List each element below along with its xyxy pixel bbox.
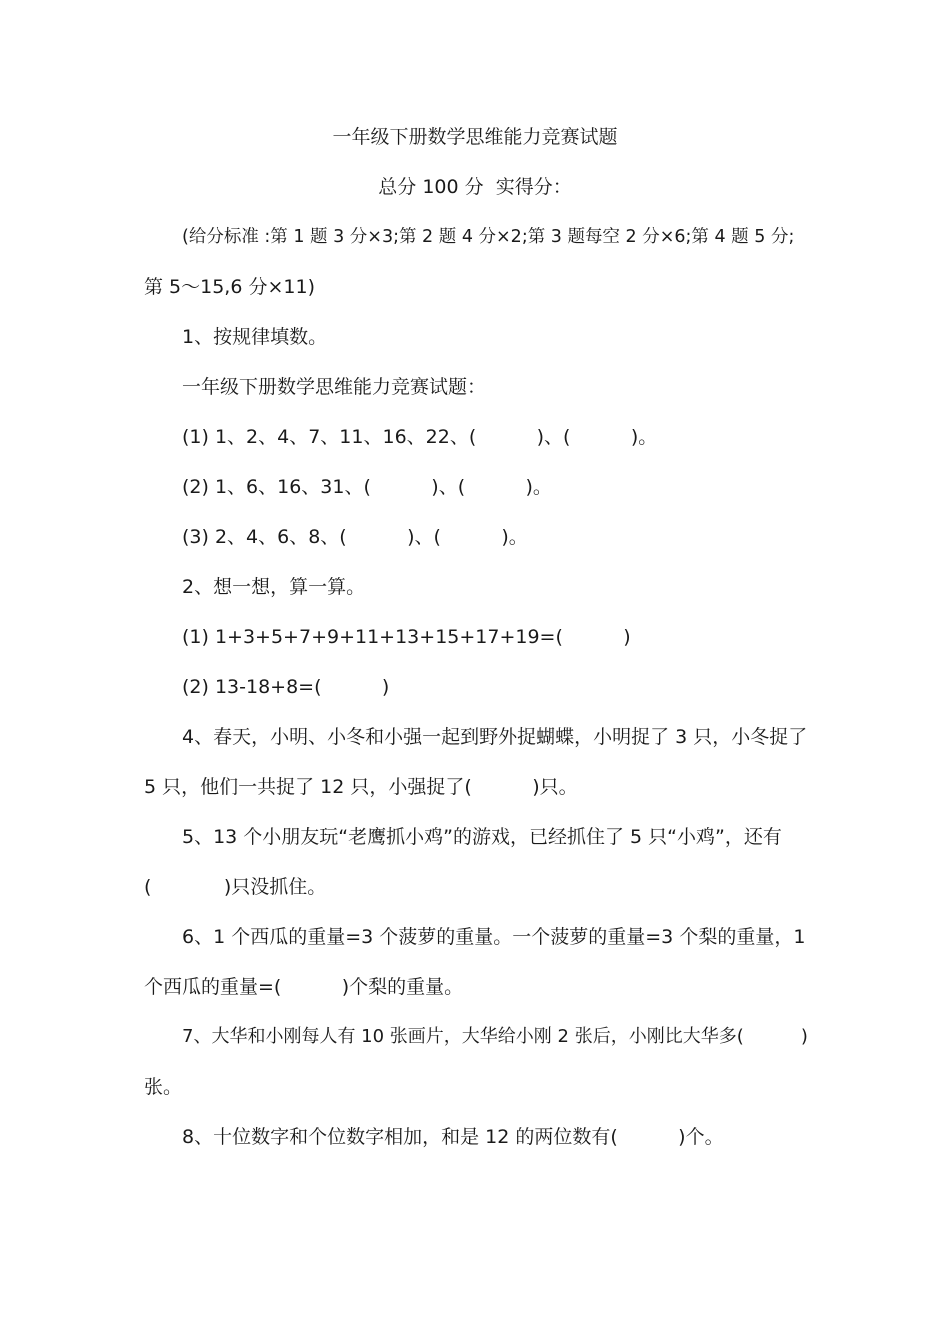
score-line: 总分 100 分 实得分： [378, 176, 572, 198]
question-4-line-1: 4、春天，小明、小冬和小强一起到野外捉蝴蝶，小明捉了 3 只，小冬捉了 [182, 726, 808, 748]
question-6-line-1: 6、1 个西瓜的重量=3 个菠萝的重量。一个菠萝的重量=3 个梨的重量，1 [182, 926, 806, 948]
question-1-heading: 1、按规律填数。 [182, 326, 328, 348]
question-2-part-1: (1) 1+3+5+7+9+11+13+15+17+19=( ) [182, 626, 631, 648]
question-6-line-2: 个西瓜的重量=( )个梨的重量。 [144, 976, 464, 998]
question-4-line-2: 5 只，他们一共捉了 12 只，小强捉了( )只。 [144, 776, 578, 798]
question-7-line-2: 张。 [144, 1076, 183, 1098]
question-2-heading: 2、想一想，算一算。 [182, 576, 366, 598]
subtitle-line: 一年级下册数学思维能力竞赛试题： [182, 376, 487, 398]
question-1-part-1: (1) 1、2、4、7、11、16、22、( )、( )。 [182, 426, 658, 448]
question-7-line-1: 7、大华和小刚每人有 10 张画片，大华给小刚 2 张后，小刚比大华多( ) [182, 1026, 808, 1047]
question-5-line-2: ( )只没抓住。 [144, 876, 327, 898]
question-1-part-3: (3) 2、4、6、8、( )、( )。 [182, 526, 528, 548]
question-1-part-2: (2) 1、6、16、31、( )、( )。 [182, 476, 552, 498]
scoring-note-line-2: 第 5～15,6 分×11) [144, 276, 315, 298]
scoring-note-line-1: (给分标准 :第 1 题 3 分×3;第 2 题 4 分×2;第 3 题每空 2 分×6;第 4 题 5 分; [182, 227, 795, 247]
question-8-line-1: 8、十位数字和个位数字相加，和是 12 的两位数有( )个。 [182, 1126, 724, 1148]
page-title: 一年级下册数学思维能力竞赛试题 [332, 126, 618, 148]
question-2-part-2: (2) 13-18+8=( ) [182, 676, 390, 698]
question-5-line-1: 5、13 个小朋友玩“老鹰抓小鸡”的游戏，已经抓住了 5 只“小鸡”，还有 [182, 826, 782, 848]
